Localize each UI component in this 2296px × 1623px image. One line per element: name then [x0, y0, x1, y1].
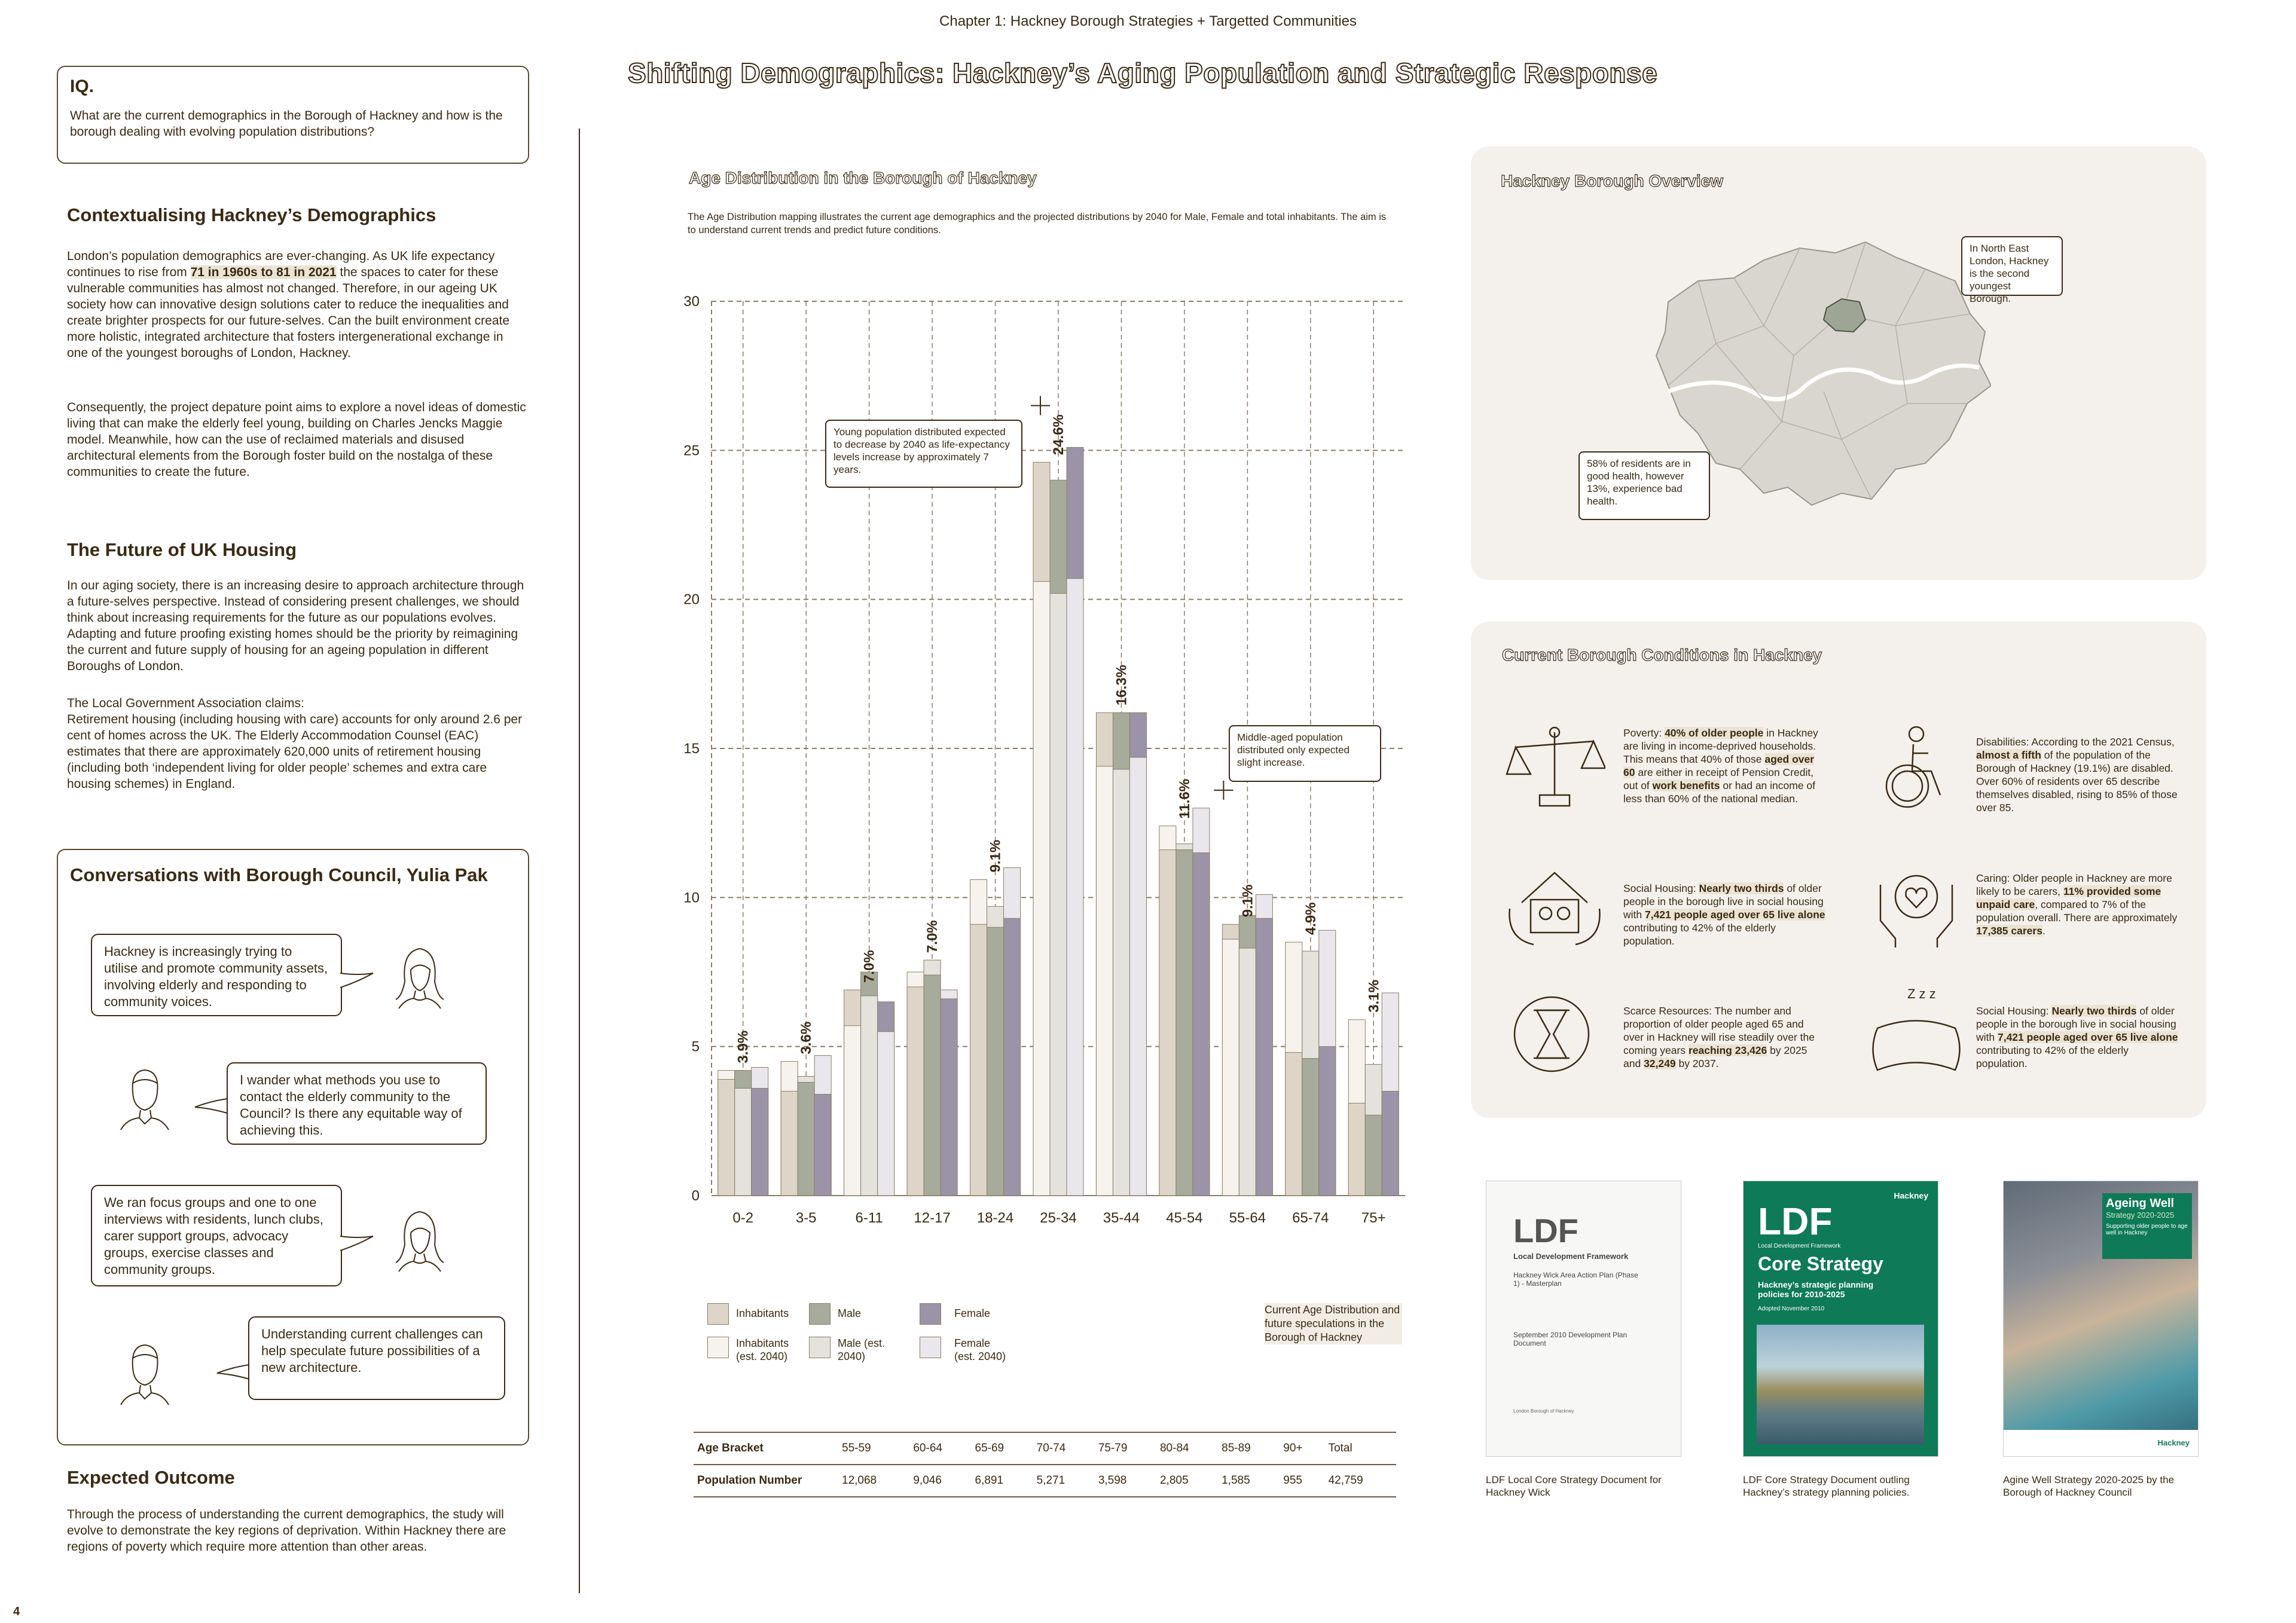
outcome-heading: Expected Outcome — [67, 1467, 235, 1488]
y-tick-label: 5 — [691, 1038, 700, 1055]
legend-male: Male — [838, 1307, 862, 1319]
man-avatar-icon — [112, 1059, 178, 1131]
legend-male-est: Male (est. 2040) — [838, 1337, 886, 1362]
x-tick-label: 75+ — [1361, 1210, 1386, 1226]
council-bubble-1: Hackney is increasingly trying to utilise and promote community assets, involving elderly and responding to community voices. — [91, 934, 342, 1016]
data-label: 16.3% — [1113, 665, 1130, 706]
table-cell: 955 — [1280, 1465, 1324, 1497]
future-text-3: Retirement housing (including housing with care) accounts for only around 2.6 per cent of homes across the UK. The Elderly Accommodation Counsel (EAC) estimates that there are approximately 620,000 units of retirement housing (including both ‘independent living for older people’ schemes and extra care housing schemes) in England. — [67, 713, 523, 791]
cover-text: September 2010 Development Plan Document — [1513, 1331, 1628, 1347]
legend-swatch-female — [920, 1303, 941, 1325]
legend-female-est: Female (est. 2040) — [954, 1337, 1006, 1362]
table-cell: 2,805 — [1156, 1465, 1218, 1497]
x-tick-label: 3-5 — [795, 1210, 817, 1226]
conditions-heading: Current Borough Conditions in Hackney — [1502, 646, 1822, 664]
caring-heart-icon — [1871, 861, 1961, 950]
y-tick-label: 25 — [683, 442, 700, 459]
bubble-tail-right — [340, 1233, 376, 1257]
inhabitants-bar — [970, 924, 987, 1196]
x-tick-label: 12-17 — [914, 1210, 951, 1226]
population-table — [694, 1432, 1396, 1497]
table-cell: 75-79 — [1095, 1432, 1156, 1465]
table-cell: 55-59 — [838, 1432, 909, 1465]
future-text-1: In our aging society, there is an increasing desire to approach architecture through a future-selves perspective. Instead of considering present challenges, we should think about increasing requirements for the future as our populations evolves. Adapting and future proofing existing homes should be the priority by reimagining the current and future supply of housing for an ageing population in different Boroughs of London. — [67, 579, 524, 673]
cover-text: Strategy 2020-2025 — [2106, 1211, 2175, 1219]
legend-swatch-male — [809, 1303, 831, 1325]
table-cell: 3,598 — [1095, 1465, 1156, 1497]
core-strategy-cover — [1743, 1181, 1938, 1457]
legend-swatch-inhabitants — [707, 1303, 729, 1325]
condition-poverty: Poverty: 40% of older people in Hackney are living in income-deprived households. This means that 40% of those aged over 60 are either in receipt of Pension Credit, out of work benefits or had an income of less than 60% of the national median. — [1623, 727, 1818, 805]
inhabitants-bar — [718, 1080, 735, 1196]
legend-swatch-male-2040 — [809, 1337, 831, 1358]
male-bar — [798, 1083, 814, 1196]
table-cell: 60-64 — [909, 1432, 971, 1465]
man-avatar-icon — [112, 1334, 178, 1406]
page-number: 4 — [13, 1605, 20, 1618]
chart-title: Age Distribution in the Borough of Hackney — [689, 169, 1037, 187]
y-tick-label: 15 — [683, 741, 700, 757]
plus-marker — [1031, 396, 1050, 415]
y-tick-label: 30 — [683, 294, 700, 310]
table-cell: 85-89 — [1218, 1432, 1280, 1465]
female-2040-bar — [878, 1032, 894, 1196]
context-text-1: London’s population demographics are ever-changing. As UK life expectancy continues to rise from 71 in 1960s to 81 in 2021 the spaces to cater for these vulnerable communities has almost not changed. Therefore, in our ageing UK society how can innovative design solutions cater to reduce the inequalities and create brighter prospects for our future-selves. Can the built environment create more holistic, integrated architecture that fosters intergenerational exchange in one of the youngest boroughs of London, Hackney. — [67, 249, 510, 360]
female-bar — [1004, 918, 1021, 1196]
house-hands-icon — [1504, 861, 1605, 950]
cover-title: Core Strategy — [1758, 1253, 1883, 1274]
future-heading: The Future of UK Housing — [67, 539, 297, 560]
table-row — [694, 1432, 1396, 1465]
hourglass-icon — [1507, 989, 1596, 1079]
x-tick-label: 18-24 — [976, 1210, 1014, 1226]
data-label: 4.9% — [1302, 902, 1319, 936]
student-bubble-1: I wander what methods you use to contact the elderly community to the Council? Is there any equitable way of achieving this. — [227, 1062, 487, 1145]
cover-subtitle: Local Development Framework — [1758, 1243, 1841, 1249]
female-2040-bar — [1129, 757, 1146, 1196]
annotation-young: Young population distributed expected to decrease by 2040 as life-expectancy levels increase by approximately 7 years. — [825, 420, 1022, 488]
y-tick-label: 0 — [691, 1188, 700, 1204]
ldf-wick-caption: LDF Local Core Strategy Document for Hackney Wick — [1486, 1474, 1662, 1498]
ageing-well-banner — [2102, 1193, 2192, 1259]
x-tick-label: 55-64 — [1229, 1210, 1266, 1226]
x-tick-label: 45-54 — [1166, 1210, 1203, 1226]
overview-callout-young: In North East London, Hackney is the second youngest Borough. — [1961, 236, 2063, 296]
context-text-2: Consequently, the project depature point aims to explore a novel ideas of domestic living that can make the elderly feel young, building on Charles Jencks Maggie model. Meanwhile, how can the use of reclaimed materials and disused architectural elements from the Borough foster build on the nostalga of these communities to create the future. — [67, 401, 526, 479]
legend-swatch-female-2040 — [920, 1337, 941, 1358]
female-bar — [941, 999, 957, 1196]
data-label: 7.0% — [924, 920, 941, 953]
male-bar — [1302, 1059, 1319, 1196]
row-label: Population Number — [694, 1465, 838, 1497]
condition-caring: Caring: Older people in Hackney are more likely to be carers, 11% provided some unpaid care, compared to 7% of the population overall. There are approximately 17,385 carers. — [1976, 872, 2178, 937]
data-label: 3.9% — [735, 1030, 752, 1063]
inhabitants-bar — [907, 987, 924, 1196]
ldf-wick-cover — [1486, 1181, 1681, 1457]
inhabitants-2040-bar — [1033, 582, 1050, 1196]
inhabitants-bar — [1286, 1053, 1302, 1196]
cover-subtitle: Local Development Framework — [1513, 1252, 1629, 1261]
column-divider — [579, 129, 580, 1593]
data-label: 9.1% — [987, 839, 1004, 873]
x-tick-label: 65-74 — [1292, 1210, 1329, 1226]
table-cell: 1,585 — [1218, 1465, 1280, 1497]
iq-box — [57, 66, 529, 164]
x-tick-label: 0-2 — [732, 1210, 754, 1226]
bubble-tail-right — [340, 970, 376, 994]
bubble-tail-left — [215, 1361, 251, 1385]
table-cell: 5,271 — [1033, 1465, 1095, 1497]
ageing-well-cover — [2003, 1181, 2199, 1457]
student-bubble-2: Understanding current challenges can help speculate future possibilities of a new architecture. — [248, 1316, 505, 1400]
plus-marker — [1214, 781, 1233, 800]
table-cell: 12,068 — [838, 1465, 909, 1497]
data-label: 11.6% — [1176, 778, 1193, 819]
council-bubble-2: We ran focus groups and one to one interviews with residents, lunch clubs, carer support groups, advocacy groups, exercise classes and community groups. — [91, 1185, 342, 1286]
overview-callout-health: 58% of residents are in good health, however 13%, experience bad health. — [1578, 451, 1710, 520]
cover-big-title: LDF — [1758, 1200, 1833, 1243]
iq-question: What are the current demographics in the Borough of Hackney and how is the borough dealing with evolving population distributions? — [70, 109, 503, 139]
inhabitants-bar — [1159, 850, 1176, 1196]
y-tick-label: 20 — [683, 591, 700, 608]
overview-panel — [1471, 146, 2206, 580]
inhabitants-2040-bar — [1096, 766, 1113, 1196]
female-bar — [1256, 918, 1272, 1196]
inhabitants-2040-bar — [1222, 939, 1239, 1196]
male-bar — [1176, 850, 1193, 1196]
chart-legend — [707, 1303, 1245, 1375]
male-bar — [987, 927, 1004, 1196]
male-2040-bar — [1050, 594, 1067, 1196]
male-2040-bar — [1239, 948, 1256, 1196]
data-label: 24.6% — [1051, 414, 1067, 456]
condition-disabilities: Disabilities: According to the 2021 Census, almost a fifth of the population of the Borough of Hackney (19.1%) are disabled. Over 60% of residents over 65 describe themselves disabled, rising to 85% of those over 85. — [1976, 736, 2178, 814]
x-tick-label: 6-11 — [855, 1210, 883, 1226]
cover-photo — [1757, 1325, 1924, 1444]
iq-label: IQ. — [70, 77, 94, 96]
future-text-2: The Local Government Association claims: — [67, 696, 304, 710]
data-label: 9.1% — [1239, 884, 1256, 918]
table-cell: 9,046 — [909, 1465, 971, 1497]
data-label: 7.0% — [861, 950, 878, 983]
row-label: Age Bracket — [694, 1432, 838, 1465]
cover-big-title: LDF — [1513, 1212, 1578, 1249]
conversation-heading: Conversations with Borough Council, Yulia Pak — [70, 864, 488, 885]
woman-avatar-icon — [387, 940, 453, 1011]
male-2040-bar — [861, 996, 878, 1196]
table-row — [694, 1465, 1396, 1497]
ageing-well-caption: Agine Well Strategy 2020-2025 by the Borough of Hackney Council — [2003, 1474, 2175, 1498]
cover-footer — [2004, 1430, 2198, 1456]
inhabitants-2040-bar — [844, 1026, 861, 1196]
x-tick-label: 35-44 — [1103, 1210, 1140, 1226]
legend-female: Female — [954, 1307, 991, 1319]
male-bar — [1365, 1115, 1382, 1196]
woman-avatar-icon — [387, 1203, 453, 1274]
cover-text: London Borough of Hackney — [1513, 1408, 1574, 1414]
male-bar — [924, 975, 941, 1196]
table-cell: 70-74 — [1033, 1432, 1095, 1465]
x-tick-label: 25-34 — [1040, 1210, 1077, 1226]
male-2040-bar — [1113, 769, 1129, 1196]
condition-social-housing-2: Social Housing: Nearly two thirds of older people in the borough live in social housing with 7,421 people aged over 65 live alone contributing to 42% of the elderly population. — [1976, 1005, 2178, 1069]
annotation-middle-aged: Middle-aged population distributed only expected slight increase. — [1229, 725, 1381, 782]
cover-brand: Hackney — [2157, 1438, 2190, 1447]
core-strategy-caption: LDF Core Strategy Document outling Hackney’s strategy planning policies. — [1743, 1474, 1910, 1498]
female-2040-bar — [1067, 579, 1083, 1196]
data-label: 3.6% — [798, 1021, 815, 1055]
cover-brand: Hackney — [1894, 1191, 1928, 1200]
table-cell: 42,759 — [1325, 1465, 1396, 1497]
table-cell: Total — [1325, 1432, 1396, 1465]
scales-icon — [1504, 723, 1605, 813]
cover-text: Hackney Wick Area Action Plan (Phase 1) - Masterplan — [1513, 1271, 1638, 1288]
page-title: Shifting Demographics: Hackney’s Aging Population and Strategic Response — [628, 57, 1658, 88]
outcome-text: Through the process of understanding the current demographics, the study will evolve to demonstrate the key regions of deprivation. Within Hackney there are regions of poverty which require more attention than other areas. — [67, 1508, 506, 1554]
cover-title: Ageing Well — [2106, 1197, 2175, 1210]
bubble-tail-left — [193, 1095, 228, 1119]
wheelchair-icon — [1871, 723, 1961, 813]
table-cell: 6,891 — [972, 1465, 1033, 1497]
legend-inhabitants: Inhabitants — [736, 1307, 789, 1319]
legend-inhabitants-est: Inhabitants (est. 2040) — [736, 1337, 789, 1362]
legend-swatch-inhabitants-2040 — [707, 1337, 729, 1358]
pillow-sleep-icon — [1866, 980, 1967, 1082]
chapter-header: Chapter 1: Hackney Borough Strategies + Targetted Communities — [939, 13, 1357, 29]
female-bar — [1193, 853, 1210, 1196]
table-cell: 90+ — [1280, 1432, 1324, 1465]
cover-text: Supporting older people to age well in Hackney — [2106, 1223, 2188, 1236]
svg-text:Z z z: Z z z — [1907, 986, 1936, 1001]
female-bar — [814, 1094, 831, 1196]
conditions-panel — [1471, 622, 2206, 1118]
female-bar — [1319, 1047, 1336, 1196]
data-label: 3.1% — [1366, 980, 1382, 1013]
overview-heading: Hackney Borough Overview — [1501, 172, 1723, 190]
inhabitants-bar — [1348, 1103, 1365, 1196]
female-bar — [752, 1088, 768, 1196]
condition-social-housing-1: Social Housing: Nearly two thirds of older people in the borough live in social housing with 7,421 people aged over 65 live alone contributing to 42% of the elderly population. — [1623, 882, 1825, 947]
condition-scarce-resources: Scarce Resources: The number and proportion of older people aged 65 and over in Hackney will rise steadily over the coming years reaching 23,426 by 2025 and 32,249 by 2037. — [1623, 1005, 1815, 1069]
table-cell: 65-69 — [972, 1432, 1033, 1465]
cover-text: Adopted November 2010 — [1758, 1306, 1825, 1312]
y-tick-label: 10 — [683, 890, 700, 906]
inhabitants-bar — [781, 1091, 798, 1196]
male-2040-bar — [735, 1088, 752, 1196]
conversation-box — [57, 849, 529, 1445]
female-bar — [1382, 1091, 1399, 1196]
legend-note: Current Age Distribution and future speculations in the Borough of Hackney — [1265, 1303, 1402, 1344]
highlight-life-expectancy: 71 in 1960s to 81 in 2021 — [190, 265, 337, 279]
cover-text: Hackney’s strategic planning policies for 2010-2025 — [1758, 1280, 1874, 1299]
table-cell: 80-84 — [1156, 1432, 1218, 1465]
chart-subtitle: The Age Distribution mapping illustrates the current age demographics and the projected distributions by 2040 for Male, Female and total inhabitants. The aim is to understand current trends and predict future conditions. — [688, 212, 1387, 236]
context-heading: Contextualising Hackney’s Demographics — [67, 204, 436, 225]
